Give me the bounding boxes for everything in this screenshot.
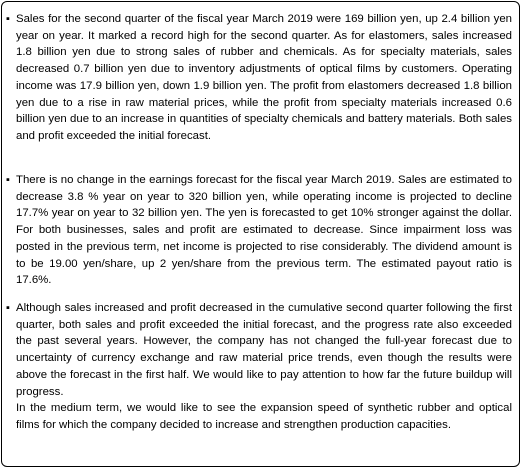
paragraph-text: Although sales increased and profit decreased in the cumulative second quarter following the first quarter, both sales and profit exceeded the initial forecast, and the progress rate also exceeded the past several years. However, the company has not changed the full-year forecast due to uncertainty of currency exchange and raw material price trends, even though the results were above the forecast in the first half. We would like to pay attention to how far the future buildup will progress. — [16, 302, 512, 398]
paragraph-q2-results — [6, 11, 512, 145]
paragraph-text: There is no change in the earnings forecast for the fiscal year March 2019. Sales are estimated to decrease 3.8 % year on year to 320 billion yen, while operating income is projected to decline 17.7% year on year to 32 billion yen. The yen is forecasted to get 10% stronger against the dollar. For both businesses, sales and profit are estimated to decrease. Since impairment loss was posted in the previous term, net income is projected to rise considerably. The dividend amount is to be 19.00 yen/share, up 2 yen/share from the previous term. The estimated payout ratio is 17.6%. — [16, 174, 512, 287]
paragraph-earnings-forecast — [6, 172, 512, 289]
bullet-icon: ▪ — [6, 302, 10, 314]
paragraph-outlook — [6, 300, 512, 434]
bullet-icon: ▪ — [6, 13, 10, 25]
paragraph-continuation: In the medium term, we would like to see the expansion speed of synthetic rubber and optical films for which the company decided to increase and strengthen production capacities. — [16, 402, 512, 431]
paragraph-text: Sales for the second quarter of the fiscal year March 2019 were 169 billion yen, up 2.4 billion yen year on year. It marked a record high for the second quarter. As for elastomers, sales increased 1.8 billion yen due to strong sales of rubber and chemicals. As for specialty materials, sales decreased 0.7 billion yen due to inventory adjustments of optical films by customers. Operating income was 17.9 billion yen, down 1.9 billion yen. The profit from elastomers decreased 1.8 billion yen due to a rise in raw material prices, while the profit from specialty materials increased 0.6 billion yen due to an increase in quantities of specialty chemicals and battery materials. Both sales and profit exceeded the initial forecast. — [16, 13, 512, 142]
commentary-panel — [1, 1, 520, 467]
bullet-icon: ▪ — [6, 174, 10, 186]
